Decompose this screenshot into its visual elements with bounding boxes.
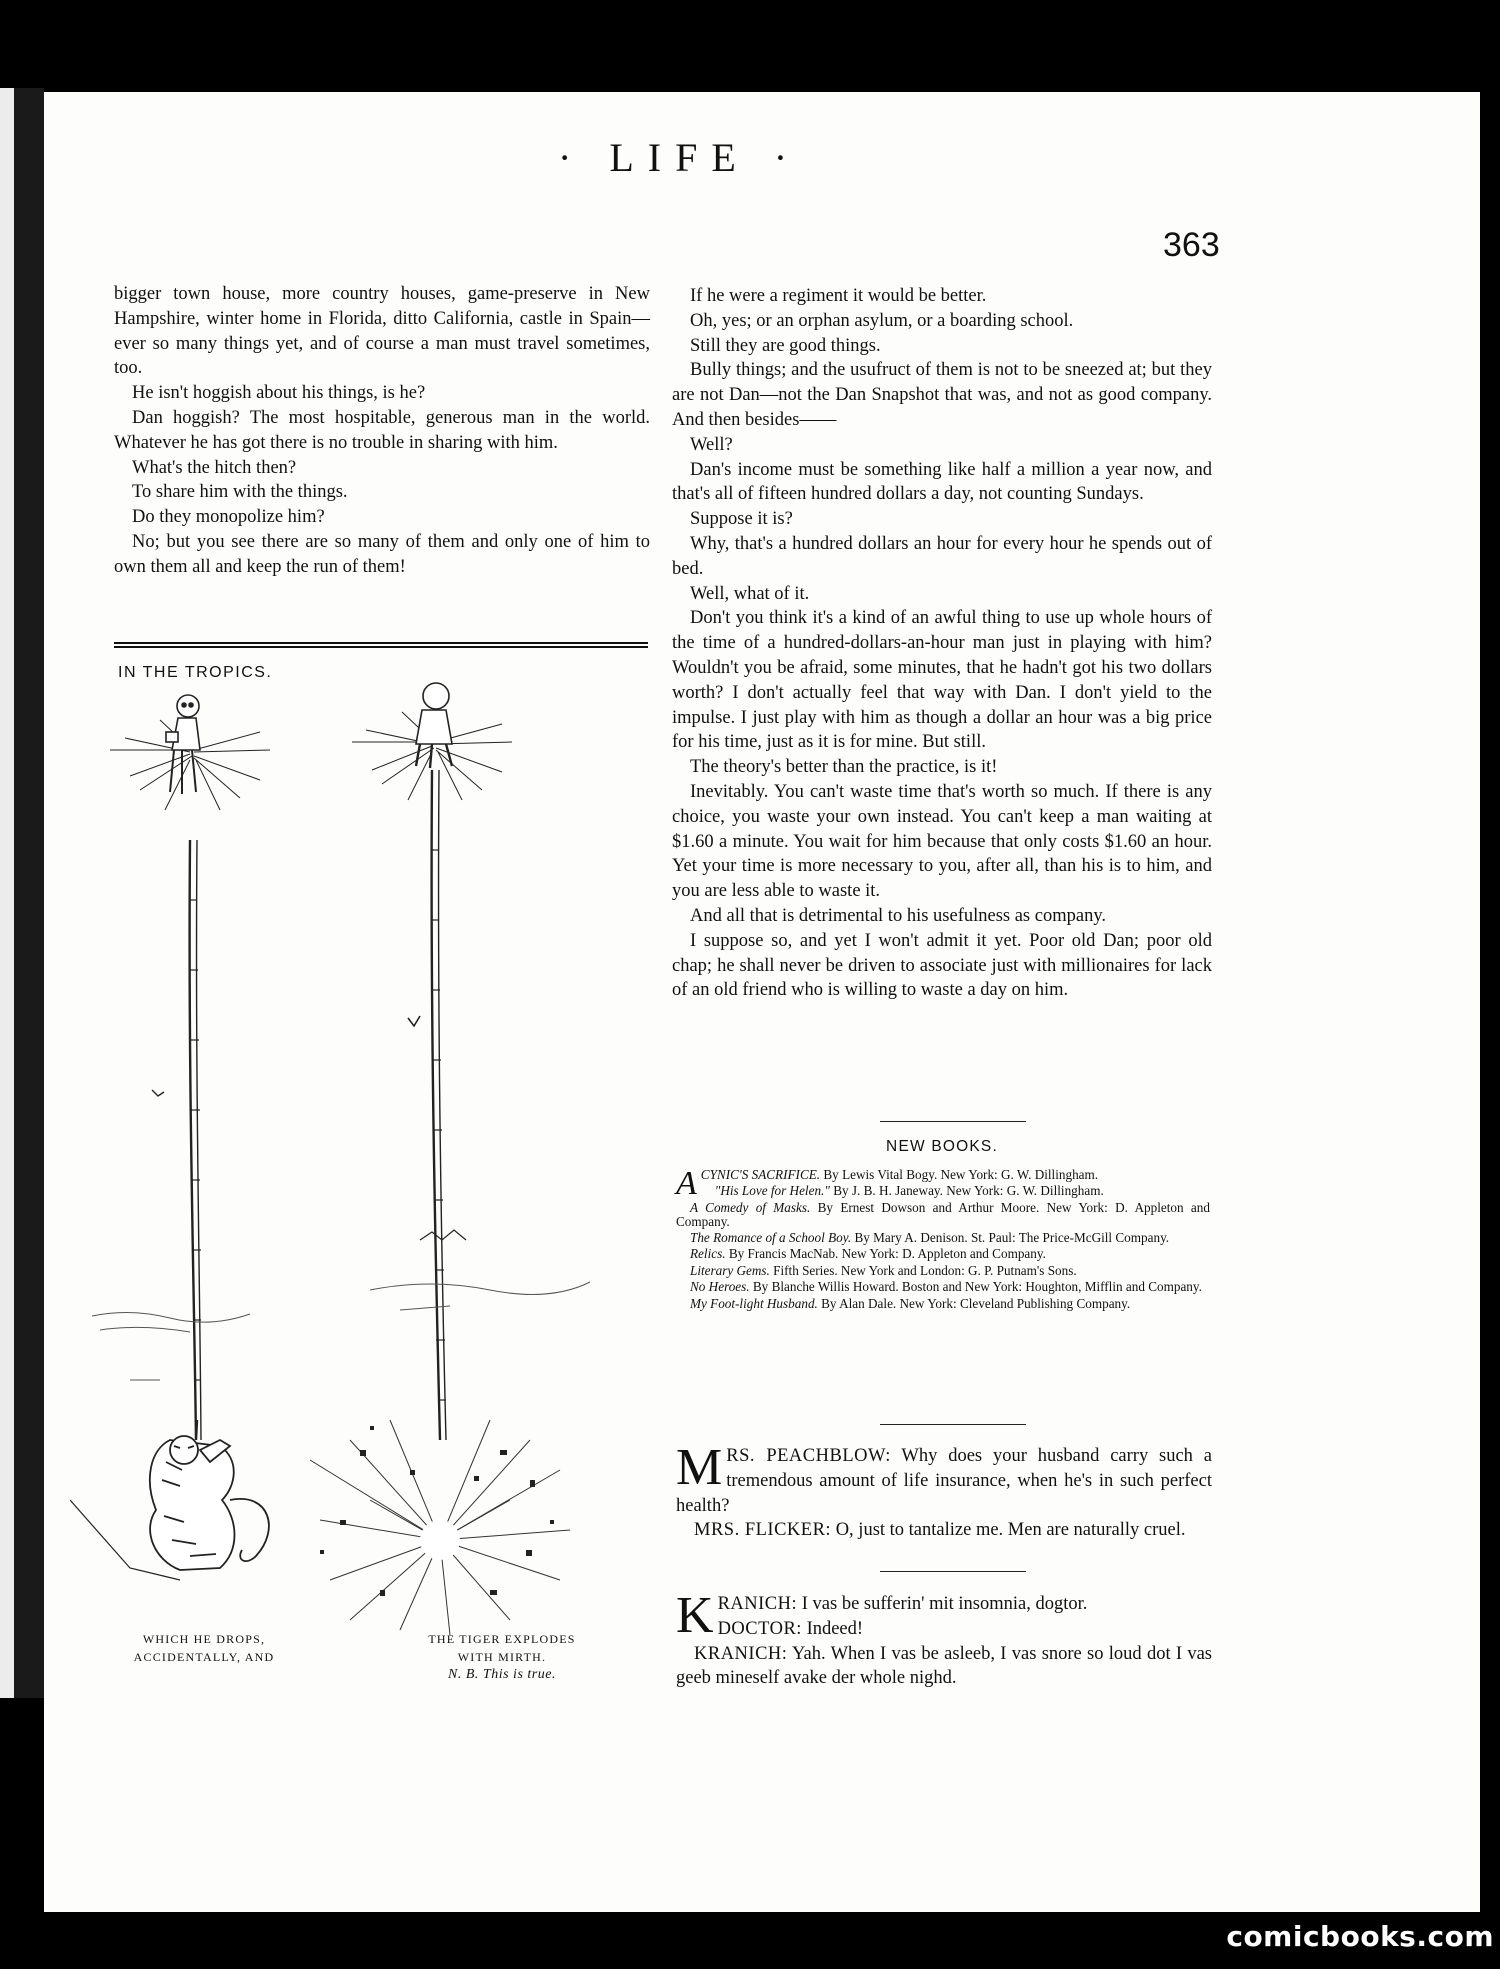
book-entry (676, 1247, 1210, 1261)
binding-shadow (14, 88, 44, 1698)
drop-capital: A (676, 1165, 697, 1202)
dialogue: Why does your husband carry such a tremendous amount of life insurance, when he's in such perfect health? (676, 1446, 1212, 1516)
speaker: KRANICH: (694, 1643, 788, 1664)
dialogue: Indeed! (801, 1618, 864, 1639)
paragraph: Well, what of it. (690, 583, 810, 604)
caption-line: WITH MIRTH. (457, 1650, 547, 1664)
section-rule (880, 1121, 1026, 1122)
book-details: Fifth Series. New York and London: G. P. Putnam's Sons. (769, 1262, 1077, 1278)
paragraph: Still they are good things. (690, 335, 881, 356)
paragraph: If he were a regiment it would be better. (690, 286, 987, 306)
book-title: "His Love for Helen." (714, 1183, 830, 1199)
site-watermark (1214, 1918, 1494, 1964)
paragraph: What's the hitch then? (132, 457, 297, 478)
paragraph: No; but you see there are so many of them and only one of him to own them all and keep the run of them! (114, 531, 650, 577)
drop-capital: K (676, 1587, 714, 1644)
paragraph: He isn't hoggish about his things, is he? (132, 383, 426, 404)
cartoon-title: IN THE TROPICS. (118, 664, 273, 681)
dialogue: Yah. When I vas be asleeb, I vas snore so loud dot I vas geeb mineself avake der whole nighd. (676, 1643, 1212, 1689)
section-rule (880, 1571, 1026, 1572)
book-entry (676, 1231, 1210, 1245)
joke-line (676, 1642, 1212, 1692)
book-entry (676, 1280, 1210, 1294)
joke-line (676, 1587, 1212, 1644)
paragraph: Inevitably. You can't waste time that's worth so much. If there is any choice, you waste your own instead. You can't keep a man waiting at $1.60 a minute. You wait for him because that only costs $1.60 an hour. Yet your time is more necessary to you, after all, than his is to him, and you are less able to waste it. (672, 781, 1212, 902)
book-title: CYNIC'S SACRIFICE. (700, 1167, 821, 1182)
paragraph: bigger town house, more country houses, game-preserve in New Hampshire, winter home in Florida, ditto California, castle in Spain—ever so many things yet, and of course a man must travel sometimes, too. (114, 284, 650, 379)
watermark-text: comicbooks.com (1226, 1920, 1494, 1953)
masthead: · LIFE · (558, 135, 802, 180)
tropics-cartoon-illustration (70, 680, 630, 1640)
paragraph: Don't you think it's a kind of an awful thing to use up whole hours of the time of a hundred-dollars-an-hour man just in playing with him? Wouldn't you be afraid, some minutes, that he hadn't got his two dollars worth? I don't actually feel that way with Dan. I don't yield to the impulse. I just play with him as though a dollar an hour was a big price for his time, just as it is for mine. But still. (672, 608, 1212, 753)
book-entry (676, 1184, 1210, 1198)
caption-line: ACCIDENTALLY, AND (133, 1650, 275, 1664)
paragraph: And all that is detrimental to his usefulness as company. (690, 905, 1106, 926)
joke-peachblow (676, 1439, 1212, 1543)
book-details: By Ernest Dowson and Arthur Moore. New York: D. Appleton and Company. (676, 1199, 1210, 1229)
book-details: By J. B. H. Janeway. New York: G. W. Dillingham. (829, 1183, 1104, 1199)
speaker: DOCTOR: (717, 1618, 802, 1639)
paragraph: To share him with the things. (132, 482, 348, 503)
new-books-heading: NEW BOOKS. (886, 1138, 998, 1155)
book-details: By Francis MacNab. New York: D. Appleton and Company. (725, 1246, 1046, 1262)
cartoon-caption-right (402, 1630, 602, 1684)
joke-kranich (676, 1587, 1212, 1691)
speaker: RS. PEACHBLOW: (726, 1446, 891, 1466)
paragraph: Well? (690, 434, 733, 455)
speaker: RANICH: (717, 1594, 798, 1614)
book-details: By Blanche Willis Howard. Boston and New York: Houghton, Mifflin and Company. (749, 1279, 1202, 1295)
joke-line (676, 1439, 1212, 1518)
double-rule (114, 642, 648, 648)
book-entry (676, 1264, 1210, 1278)
book-details: By Lewis Vital Bogy. New York: G. W. Dillingham. (820, 1167, 1099, 1182)
paragraph: I suppose so, and yet I won't admit it yet. Poor old Dan; poor old chap; he shall never be driven to associate just with millionaires for lack of an old friend who is willing to waste a day on him. (672, 930, 1212, 1001)
left-column (114, 282, 650, 580)
book-title: Literary Gems. (690, 1262, 770, 1278)
book-details: By Alan Dale. New York: Cleveland Publishing Company. (817, 1295, 1131, 1311)
caption-line: WHICH HE DROPS, (142, 1632, 266, 1646)
paragraph: The theory's better than the practice, is it! (690, 757, 998, 778)
page-number: 363 (1163, 226, 1220, 264)
book-title: No Heroes. (690, 1279, 750, 1295)
section-rule (880, 1424, 1026, 1425)
book-title: My Foot-light Husband. (690, 1295, 818, 1311)
paragraph: Dan hoggish? The most hospitable, generous man in the world. Whatever he has got there is no trouble in sharing with him. (114, 407, 650, 453)
joke-line (676, 1518, 1212, 1543)
book-title: The Romance of a School Boy. (690, 1229, 852, 1245)
facing-page-edge (0, 88, 14, 1698)
dialogue: I vas be sufferin' mit insomnia, dogtor. (797, 1594, 1088, 1614)
right-column (672, 284, 1212, 1003)
paragraph: Suppose it is? (690, 509, 793, 530)
cartoon-caption-left (104, 1630, 304, 1666)
book-entry (676, 1201, 1210, 1229)
book-title: A Comedy of Masks. (690, 1199, 811, 1215)
caption-line: THE TIGER EXPLODES (428, 1632, 576, 1646)
new-books-list (676, 1165, 1210, 1313)
paragraph: Dan's income must be something like half a million a year now, and that's all of fifteen hundred dollars a day, not counting Sundays. (672, 459, 1212, 505)
paragraph: Bully things; and the usufruct of them is not to be sneezed at; but they are not Dan—not the Dan Snapshot that was, and not as good company. And then besides—— (672, 360, 1212, 430)
book-details: By Mary A. Denison. St. Paul: The Price-McGill Company. (851, 1229, 1170, 1245)
paragraph: Oh, yes; or an orphan asylum, or a boarding school. (690, 310, 1074, 331)
paragraph: Do they monopolize him? (132, 507, 325, 528)
book-title: Relics. (690, 1246, 726, 1262)
drop-capital: M (676, 1439, 723, 1496)
paragraph: Why, that's a hundred dollars an hour for every hour he spends out of bed. (672, 533, 1212, 579)
speaker: MRS. FLICKER: (694, 1520, 832, 1541)
dialogue: O, just to tantalize me. Men are naturally cruel. (831, 1520, 1186, 1541)
book-entry (676, 1297, 1210, 1311)
caption-note: N. B. This is true. (448, 1667, 556, 1682)
